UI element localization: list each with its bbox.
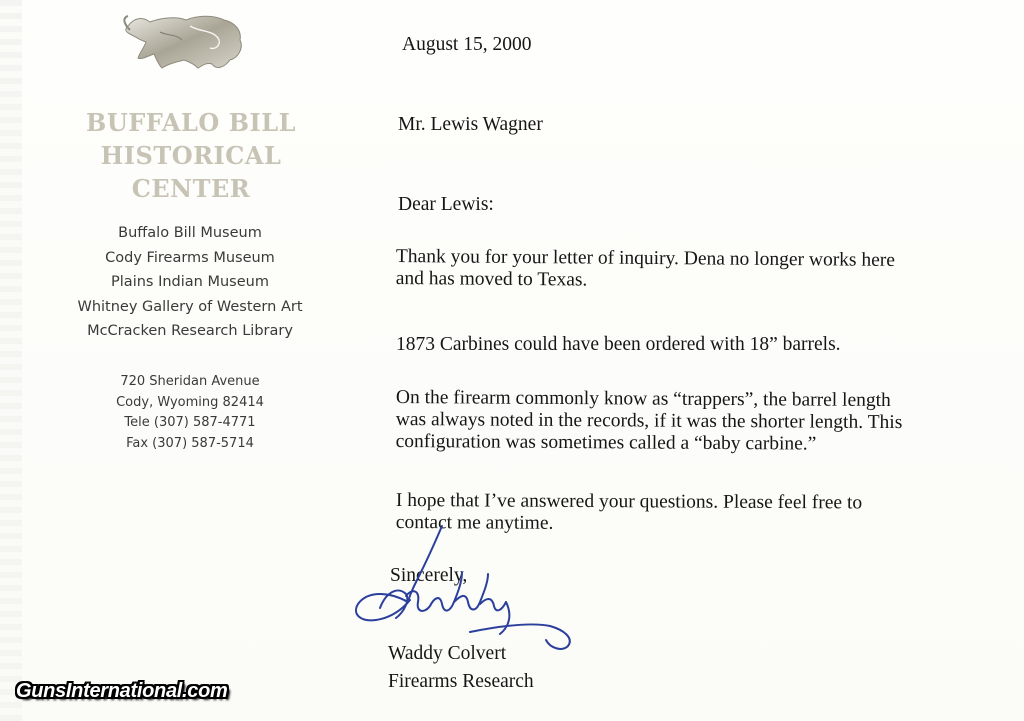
page-edge bbox=[0, 0, 22, 721]
watermark-text: GunsInternational.com bbox=[16, 679, 228, 702]
paragraph-trappers bbox=[396, 387, 903, 456]
museum-item: Cody Firearms Museum bbox=[105, 249, 275, 266]
closing: Sincerely, bbox=[390, 565, 468, 586]
paragraph-line: I hope that I’ve answered your questions. Please feel free to bbox=[395, 490, 863, 514]
address-line: Cody, Wyoming 82414 bbox=[116, 394, 264, 410]
paragraph-carbines bbox=[396, 334, 841, 356]
museum-item: Buffalo Bill Museum bbox=[118, 225, 262, 241]
museum-item: Whitney Gallery of Western Art bbox=[77, 298, 303, 315]
signer-name: Waddy Colvert bbox=[388, 643, 507, 664]
museum-item: McCracken Research Library bbox=[87, 323, 293, 340]
letter-date: August 15, 2000 bbox=[402, 34, 532, 55]
watermark bbox=[10, 674, 234, 708]
paragraph-line: was always noted in the records, if it was the shorter length. This bbox=[395, 408, 903, 434]
buffalo-icon bbox=[120, 12, 250, 74]
paragraph-line: On the firearm commonly know as “trappers”, the barrel length bbox=[395, 387, 891, 412]
org-name-line: CENTER bbox=[131, 174, 251, 203]
phone-line: Tele (307) 587-4771 bbox=[124, 415, 256, 430]
paragraph-line: contact me anytime. bbox=[395, 511, 554, 534]
paragraph-line: configuration was sometimes called a “baby carbine.” bbox=[395, 430, 817, 455]
address-line: 720 Sheridan Avenue bbox=[120, 374, 260, 389]
organization-name bbox=[60, 106, 322, 205]
recipient-name: Mr. Lewis Wagner bbox=[398, 114, 543, 135]
salutation: Dear Lewis: bbox=[398, 194, 494, 215]
paragraph-inquiry bbox=[396, 246, 895, 294]
org-name-line: BUFFALO BILL bbox=[86, 108, 296, 137]
paragraph-line: Thank you for your letter of inquiry. Dena no longer works here bbox=[395, 246, 896, 271]
paragraph-line: 1873 Carbines could have been ordered with 18” barrels. bbox=[396, 334, 841, 355]
handwritten-signature bbox=[350, 522, 580, 662]
paragraph-line: and has moved to Texas. bbox=[395, 267, 588, 291]
org-name-line: HISTORICAL bbox=[100, 141, 282, 170]
signer-title: Firearms Research bbox=[388, 671, 534, 692]
museum-list bbox=[40, 221, 340, 344]
museum-item: Plains Indian Museum bbox=[111, 274, 269, 291]
fax-line: Fax (307) 587-5714 bbox=[126, 435, 254, 451]
contact-address bbox=[80, 372, 300, 454]
